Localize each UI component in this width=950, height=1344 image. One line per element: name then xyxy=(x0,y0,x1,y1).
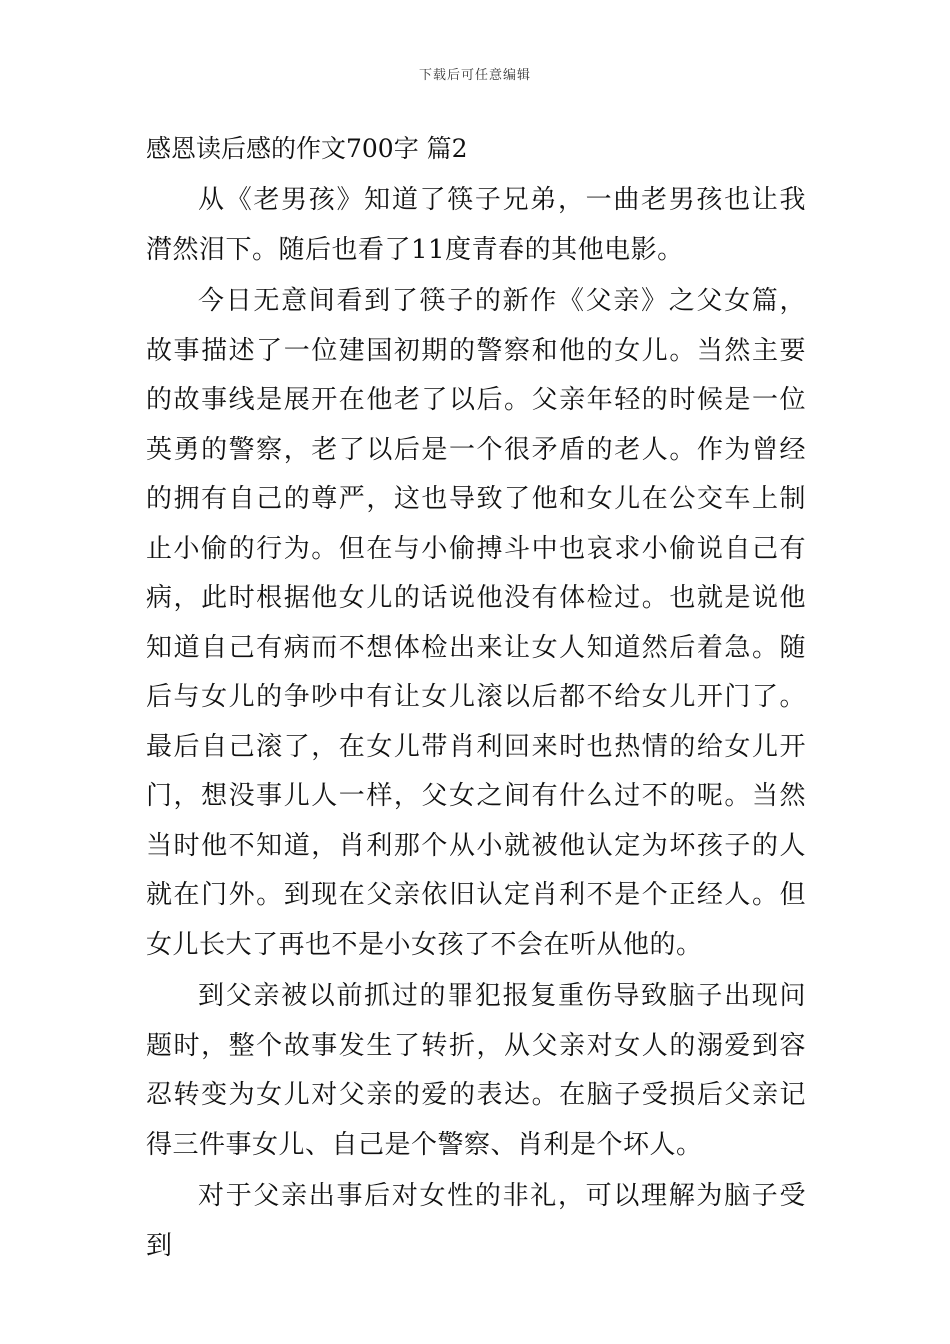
paragraph-3: 到父亲被以前抓过的罪犯报复重伤导致脑子出现问题时，整个故事发生了转折，从父亲对女人的溺爱到容忍转变为女儿对父亲的爱的表达。在脑子受损后父亲记得三件事女儿、自己是个警察、肖利是个坏人。 xyxy=(146,981,806,1160)
paragraph-1: 从《老男孩》知道了筷子兄弟，一曲老男孩也让我潸然泪下。随后也看了11度青春的其他电影。 xyxy=(146,185,806,265)
paragraph-2: 今日无意间看到了筷子的新作《父亲》之父女篇，故事描述了一位建国初期的警察和他的女儿。当然主要的故事线是展开在他老了以后。父亲年轻的时候是一位英勇的警察，老了以后是一个很矛盾的老人。作为曾经的拥有自己的尊严，这也导致了他和女儿在公交车上制止小偷的行为。但在与小偷搏斗中也哀求小偷说自己有病，此时根据他女儿的话说他没有体检过。也就是说他知道自己有病而不想体检出来让女人知道然后着急。随后与女儿的争吵中有让女儿滚以后都不给女儿开门了。最后自己滚了，在女儿带肖利回来时也热情的给女儿开门，想没事儿人一样，父女之间有什么过不的呢。当然当时他不知道，肖利那个从小就被他认定为坏孩子的人就在门外。到现在父亲依旧认定肖利不是个正经人。但女儿长大了再也不是小女孩了不会在听从他的。 xyxy=(146,286,806,960)
document-body xyxy=(146,130,806,1273)
document-title: 感恩读后感的作文700字 篇2 xyxy=(146,134,468,163)
paragraph-4: 对于父亲出事后对女性的非礼，可以理解为脑子受到 xyxy=(146,1181,806,1261)
header-note: 下载后可任意编辑 xyxy=(418,68,531,83)
